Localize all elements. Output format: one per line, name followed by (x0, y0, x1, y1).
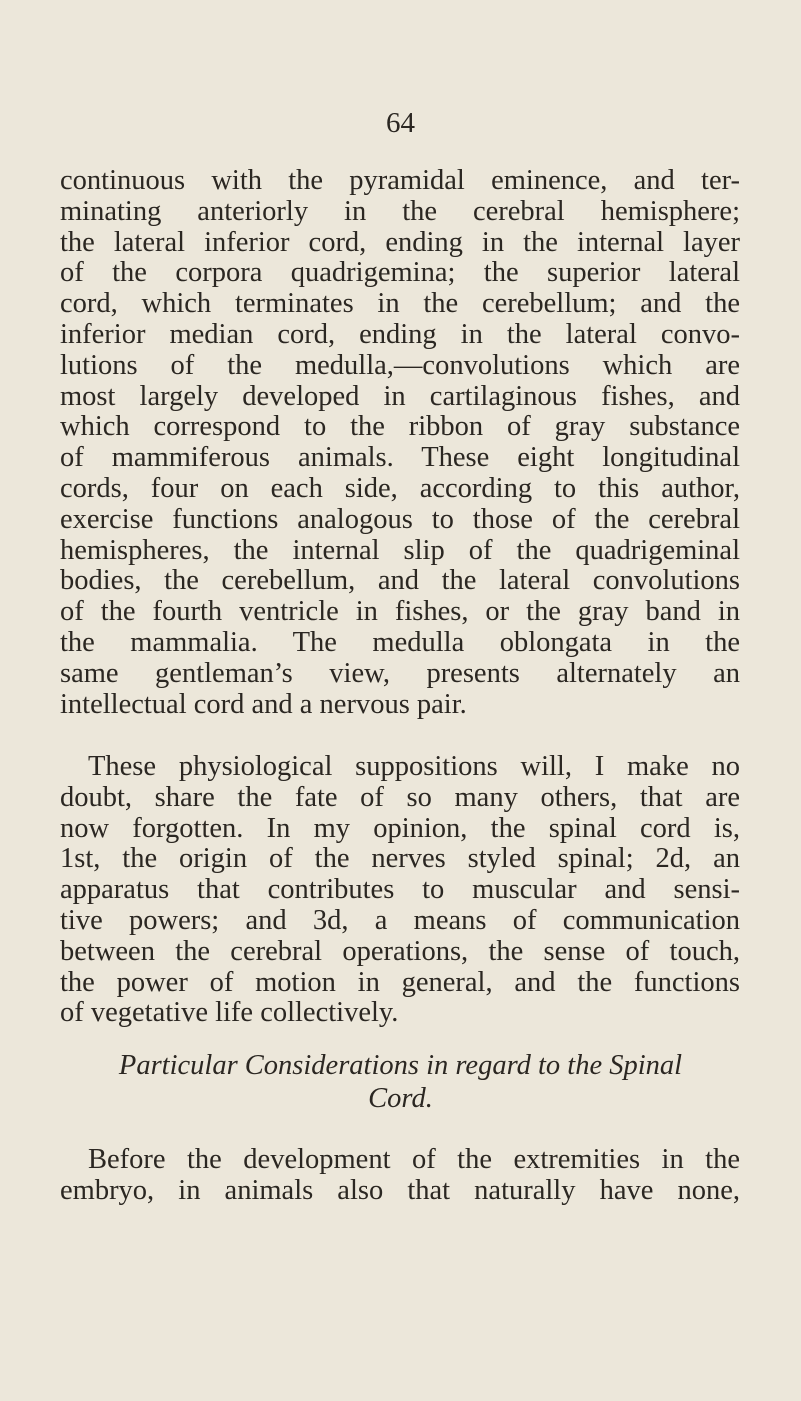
text-line: which correspond to the ribbon of gray substance (60, 411, 740, 443)
text-line: same gentleman’s view, presents alternately an (60, 657, 740, 689)
text-line: continuous with the pyramidal eminence, and ter- (60, 165, 740, 196)
section-heading: Particular Considerations in regard to the Spinal (118, 1050, 683, 1081)
text-line: the power of motion in general, and the functions (60, 966, 740, 998)
text-line: These physiological suppositions will, I make no (88, 751, 740, 782)
text-line: now forgotten. In my opinion, the spinal cord is, (60, 812, 740, 844)
text-line: minating anteriorly in the cerebral hemisphere; (60, 195, 740, 227)
text-line: intellectual cord and a nervous pair. (60, 688, 467, 720)
text-line: embryo, in animals also that naturally have none, (60, 1174, 740, 1206)
text-line: the mammalia. The medulla oblongata in the (60, 626, 740, 658)
text-line: lutions of the medulla,—convolutions which are (60, 349, 740, 381)
text-line: doubt, share the fate of so many others, that are (60, 781, 740, 813)
text-line: hemispheres, the internal slip of the quadrigeminal (60, 534, 740, 566)
text-line: of the fourth ventricle in fishes, or the gray band in (60, 596, 740, 628)
paragraph-3 (60, 1145, 740, 1207)
text-line: tive powers; and 3d, a means of communication (60, 904, 740, 936)
text-line: Before the development of the extremities in the (88, 1144, 740, 1175)
text-line: 1st, the origin of the nerves styled spinal; 2d, an (60, 843, 740, 875)
text-line: cord, which terminates in the cerebellum; and the (60, 288, 740, 320)
text-line: the lateral inferior cord, ending in the internal layer (60, 226, 740, 258)
text-line: cords, four on each side, according to this author, (60, 472, 740, 504)
text-line: bodies, the cerebellum, and the lateral convolutions (60, 565, 740, 597)
text-line: of vegetative life collectively. (60, 997, 399, 1029)
text-line: most largely developed in cartilaginous fishes, and (60, 380, 740, 412)
section-heading-continuation: Cord. (368, 1083, 433, 1114)
text-line: inferior median cord, ending in the lateral convo- (60, 318, 740, 350)
text-line: exercise functions analogous to those of the cerebral (60, 503, 740, 535)
text-line: of the corpora quadrigemina; the superior lateral (60, 257, 740, 289)
page-number: 64 (386, 107, 415, 139)
text-line: of mammiferous animals. These eight longitudinal (60, 442, 740, 474)
paragraph-1 (60, 166, 740, 720)
text-line: apparatus that contributes to muscular and sensi- (60, 874, 740, 906)
text-line: between the cerebral operations, the sense of touch, (60, 935, 740, 967)
paragraph-2 (60, 752, 740, 1029)
